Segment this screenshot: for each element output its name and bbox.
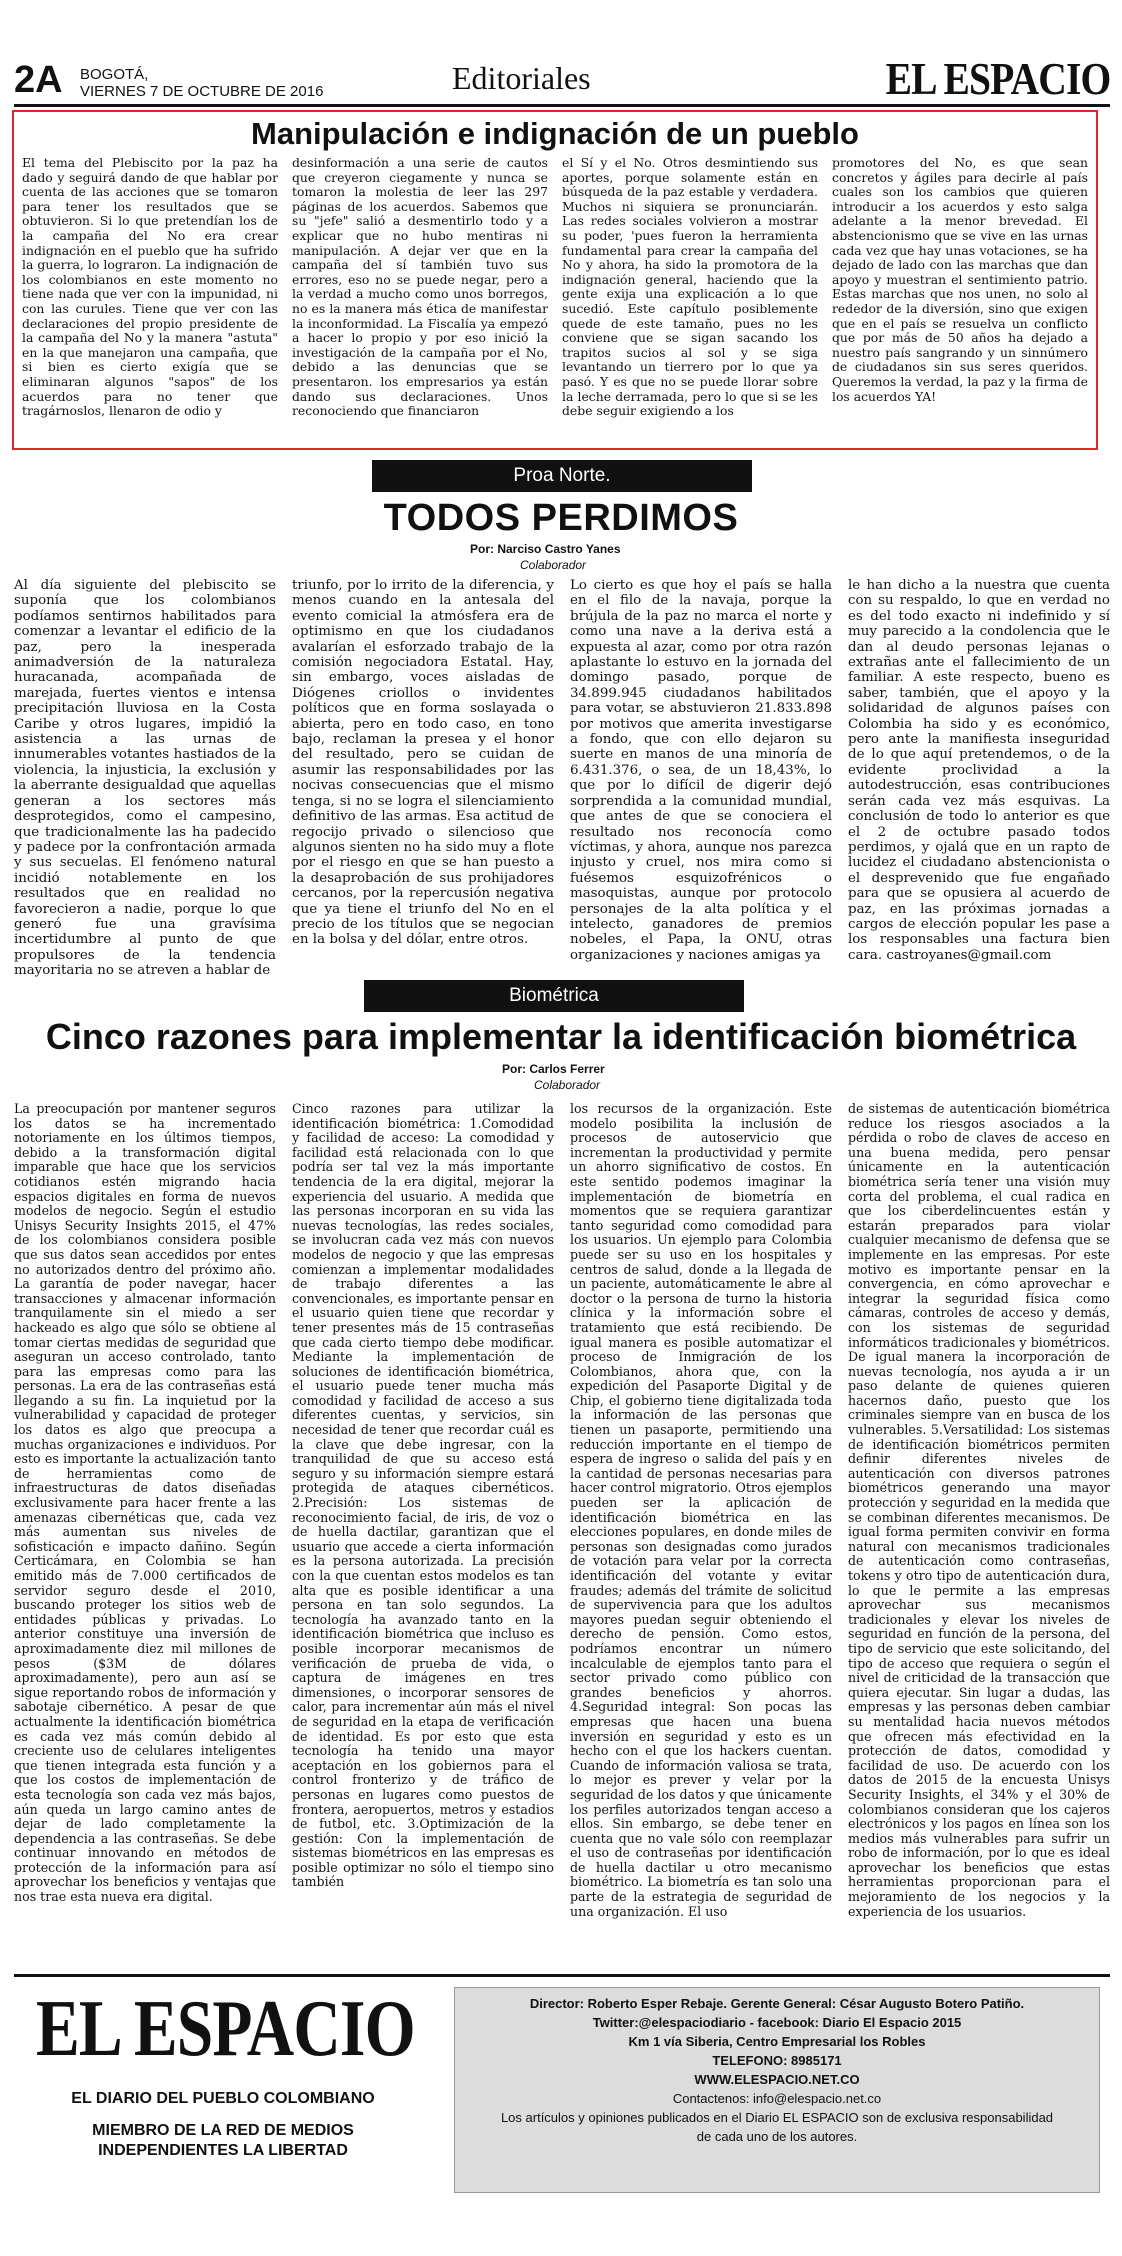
editorial-columns xyxy=(22,156,1088,442)
masthead-web[interactable]: WWW.ELESPACIO.NET.CO xyxy=(694,2072,860,2087)
page-footer xyxy=(14,1974,1110,2215)
section-banner-proa-norte: Proa Norte. xyxy=(372,460,752,492)
footer-logo: EL ESPACIO xyxy=(36,1985,415,2073)
editorial-box xyxy=(12,110,1098,450)
editorial-column: El tema del Plebiscito por la paz ha dado y seguirá dando de que hablar por cuenta de las acciones que se tomaron para tener los resultados que se obtuvieron. Si lo que pretendían los de la campaña del No era crear indignación en el pueblo que ha sufrido la guerra, lo lograron. La indignación de los colombianos en este momento no tiene nada que ver con la impunidad, ni con las curules. Tiene que ver con las declaraciones del propio presidente de la campaña del No y la manera "astuta" en la que manejaron una campaña, que si bien es cierto exigía que se eliminaran algunos "sapos" de los acuerdos para no tener que tragárnoslos, llenaron de odio y xyxy=(22,155,278,419)
article-byline: Por: Carlos Ferrer xyxy=(502,1062,605,1076)
editorial-column: promotores del No, es que sean concretos y ágiles para decirle al país cuales son los cambios que quieren introducir a los acuerdos y esto salga adelante a la menor brevedad. El abstencionismo que se vive en las urnas cada vez que hay unas votaciones, se ha dejado de lado con las marchas que dan apoyo y muestran el sentimiento patrio. Estas marchas que nos unen, no solo al rededor de la diversión, sino que exigen que en el país se resuelva un conflicto que por más de 50 años ha dejado a nuestro país sangrando y un sinnúmero de ciudadanos sin sus seres queridos. Queremos la verdad, la paz y la firma de los acuerdos YA! xyxy=(832,155,1088,404)
article-role: Colaborador xyxy=(534,1078,601,1092)
page-date xyxy=(80,66,323,100)
footer-tagline: EL DIARIO DEL PUEBLO COLOMBIANO xyxy=(71,2090,375,2107)
masthead-contact[interactable]: Contactenos: info@elespacio.net.co xyxy=(672,2091,882,2106)
article-column: los recursos de la organización. Este modelo posibilita la inclusión de procesos de autoservicio que incrementan la productividad y permite un ahorro significativo de costos. En este sentido podemos imaginar la implementación de biometría en momentos que se requiera garantizar tanto seguridad como comodidad para los usuarios. Un ejemplo para Colombia puede ser su uso en los hospitales y centros de salud, donde a la llegada de un paciente, automáticamente le abre al doctor o la persona de turno la historia clínica y la información sobre el tratamiento que está recibiendo. De igual manera es posible automatizar el proceso de Inmigración de los Colombianos, ahora que, con la expedición del Pasaporte Digital y de Chip, el gobierno tiene digitalizada toda la información de las personas que tienen un pasaporte, permitiendo una reducción importante en el tiempo de espera de ingreso o salida del país y en la cantidad de personas necesarias para hacer control migratorio. Otros ejemplos pueden ser la aplicación de identificación biométrica en las elecciones populares, en donde miles de personas son designadas como jurados de votación para velar por la correcta identificación del votante y evitar fraudes; además del trámite de solicitud de supervivencia para que los adultos mayores puedan seguir obteniendo el derecho de pensión. Como estos, podríamos encontrar un número incalculable de ejemplos tanto para el sector privado como público con grandes beneficios y ahorros. 4.Seguridad integral: Son pocas las empresas que hacen una buena inversión en seguridad y esto es un hecho con el que los hackers cuentan. Cuando de información valiosa se trata, lo mejor es prever y velar por la seguridad de los datos y que únicamente los perfiles autorizados tengan acceso a ellos. Sin embargo, se debe tener en cuenta que no vale sólo con reemplazar el uso de contraseñas por identificación de huella dactilar u otro mecanismo biométrico. La biometría es tan solo una parte de la estrategia de seguridad de una organización. El uso xyxy=(570,1101,832,1919)
page-city: BOGOTÁ, xyxy=(80,66,149,83)
article-column: Lo cierto es que hoy el país se halla en el filo de la navaja, porque la brújula de la paz no marca el norte y como una nave a la deriva está a expuesta al azar, como por otra razón aplastante lo estuvo en la jornada del domingo pasado, porque de 34.899.945 ciudadanos habilitados para votar, se abstuvieron 21.833.898 por motivos que amerita investigarse a fondo, que con ello dejaron su suerte en manos de una minoría de 6.431.376, o sea, de un 18,43%, lo que por lo difícil de digerir dejó sorprendida a la comunidad mundial, que antes de que se conociera el resultado nos reconocía como víctimas, y ahora, aunque nos parezca injusto y cruel, nos mira como si fuésemos esquizofrénicos o masoquistas, aunque por protocolo personajes de la alta política y el intelecto, ganadores de premios nobeles, el Papa, la ONU, otras organizaciones y naciones amigas ya xyxy=(570,578,832,963)
article-column: La preocupación por mantener seguros los datos se ha incrementado notoriamente en los últimos tiempos, debido a la transformación digital imparable que hace que los servicios cotidianos estén migrando hacia espacios digitales en forma de nuevos modelos de negocio. Según el estudio Unisys Security Insights 2015, el 47% de los colombianos considera posible que sus datos sean accedidos por entes no autorizados dentro del próximo año. La garantía de poder navegar, hacer transacciones y almacenar información tranquilamente sin el miedo a ser hackeado es algo que sólo se obtiene al tomar ciertas medidas de seguridad que aseguran un acceso controlado, tanto para las empresas como para las personas. La era de las contraseñas está llegando a su fin. La inquietud por la vulnerabilidad y capacidad de proteger los datos es algo que preocupa a muchas organizaciones e individuos. Por esto es importante la actualización tanto de herramientas como de infraestructuras de datos diseñadas exclusivamente para hacer frente a las amenazas cibernéticas que, cada vez más aumentan sus niveles de sofisticación e impacto dañino. Según Certicámara, en Colombia se han emitido más de 7.000 certificados de servidor seguro desde el 2010, buscando proteger los sitios web de entidades públicas y privadas. Lo anterior constituye una inversión de aproximadamente diez mil millones de pesos ($3M de dólares aproximadamente), pero aun así se sigue reportando robos de información y sabotaje cibernético. A pesar de que actualmente la identificación biométrica es cada vez más común debido al creciente uso de celulares inteligentes que tienen integrada esta función y a que los costos de implementación de esta tecnología son cada vez más bajos, aún queda un largo camino antes de dejar de lado completamente la dependencia a las contraseñas. Se debe continuar innovando en métodos de protección de la información para así aprovechar los beneficios y ventajas que nos trae esta nueva era digital. xyxy=(14,1101,276,1905)
article-title-biometrica: Cinco razones para implementar la identificación biométrica xyxy=(45,1016,1077,1057)
section-banner-biometrica: Biométrica xyxy=(364,980,744,1012)
article-column: Al día siguiente del plebiscito se suponía que los colombianos podíamos sentirnos habilitados para comenzar a levantar el edificio de la paz, pero la inesperada animadversión de la naturaleza huracanada, acompañada de marejada, fuertes vientos e intensa precipitación lluviosa en la Costa Caribe y otros lugares, impidió la asistencia a las urnas de innumerables votantes hastiados de la violencia, la injusticia, la exclusión y la aberrante desigualdad que aquellas generan a los sectores más desprotegidos, como el campesino, que tradicionalmente las ha padecido y padece por la confrontación armada y sus secuelas. El fenómeno natural incidió notablemente en los resultados que en realidad no favorecieron a nadie, porque lo que generó fue una gravísima incertidumbre al punto de que propulsores de la tendencia mayoritaria no se atreven a hablar de xyxy=(14,578,276,979)
footer-tagline: MIEMBRO DE LA RED DE MEDIOS xyxy=(92,2122,354,2139)
page-header xyxy=(14,54,1110,108)
section-title: Editoriales xyxy=(452,60,591,96)
article-columns xyxy=(14,1102,1110,1950)
article-column: Cinco razones para utilizar la identificación biométrica: 1.Comodidad y facilidad de acceso: La comodidad y facilidad está relacionada con lo que podría ser tal vez la más importante tendencia de la era digital, mejorar la experiencia del usuario. A medida que las personas incorporan en su vida las nuevas tecnologías, las redes sociales, se involucran cada vez más con nuevos modelos de negocio y que las empresas comienzan a implementar modalidades de trabajo diferentes a las convencionales, es importante pensar en el usuario quien tiene que recordar y tener presentes más de 15 contraseñas que cada cierto tiempo debe modificar. Mediante la implementación de soluciones de identificación biométrica, el usuario puede tener mucha más comodidad y facilidad de acceso a sus diferentes cuentas, y servicios, sin necesidad de tener que recordar cuál es la clave que debe ingresar, con la tranquilidad de que su acceso está seguro y su información siempre estará protegida de ataques cibernéticos. 2.Precisión: Los sistemas de reconocimiento facial, de iris, de voz o de huella dactilar, garantizan que el usuario que accede a cierta información es la persona autorizada. La precisión con la que cuentan estos modelos es tan alta que es posible identificar a una persona en tan solo segundos. La tecnología ha avanzado tanto en la identificación biométrica que incluso es posible incorporar mecanismos de verificación de prueba de vida, o captura de imágenes en tres dimensiones, o incorporar sensores de calor, para incrementar aún más el nivel de seguridad en la etapa de verificación de identidad. Es por esto que esta tecnología ha tenido una mayor aceptación en los gobiernos para el control fronterizo y de tráfico de personas en lugares como puestos de frontera, aeropuertos, metros y estadios de futbol, etc. 3.Optimización de la gestión: Con la implementación de sistemas biométricos en las empresas es posible optimizar no sólo el tiempo sino también xyxy=(292,1101,554,1890)
footer-tagline: INDEPENDIENTES LA LIBERTAD xyxy=(98,2142,348,2159)
masthead-social: Twitter:@elespaciodiario - facebook: Diario El Espacio 2015 xyxy=(592,2015,962,2030)
header-rule xyxy=(14,104,1110,107)
masthead-director: Director: Roberto Esper Rebaje. Gerente General: César Augusto Botero Patiño. xyxy=(529,1996,1025,2011)
masthead-box xyxy=(454,1987,1100,2193)
masthead-disclaimer: de cada uno de los autores. xyxy=(696,2129,858,2144)
article-column: triunfo, por lo irrito de la diferencia, y menos cuando en la antesala del evento comicial la atmósfera era de optimismo en que los ciudadanos avalarían el esforzado trabajo de la comisión negociadora Estatal. Hay, sin embargo, voces aisladas de Diógenes criollos o invidentes políticos que en forma soslayada o abierta, pero en todo caso, en tono bajo, reclaman la presea y el honor del resultado, pero se cuidan de asumir las responsabilidades por las nocivas consecuencias que el mismo tenga, si no se logra el silenciamiento definitivo de las armas. Esa actitud de regocijo privado o silencioso que algunos sienten no ha sido muy a flote por el riesgo en que se han puesto a la desaprobación de sus prohijadores cercanos, por la repercusión negativa que ya tiene el triunfo del No en el precio de los títulos que se negocian en la bolsa y del dólar, entre otros. xyxy=(292,578,554,948)
article-column: de sistemas de autenticación biométrica reduce los riesgos asociados a la pérdida o robo de claves de acceso en una buena medida, pero pensar únicamente en la autenticación biométrica sería tener una visión muy corta del problema, el cual radica en que los ciberdelincuentes están y estarán preparados para violar cualquier mecanismo de defensa que se implemente en las empresas. Por este motivo es importante pensar en la convergencia, en cómo aprovechar e integrar la seguridad física como cámaras, controles de acceso y demás, con los sistemas de seguridad informáticos tradicionales y biométricos. De igual manera la incorporación de nuevas tecnología, nos ayuda a ir un paso delante de quienes quieren hacernos daño, puesto que los criminales siempre van en busca de los vulnerables. 5.Versatilidad: Los sistemas de identificación biométricos permiten definir diferentes niveles de autenticación con diversos patrones biométricos generando una mayor protección y seguridad en la medida que se combinan diferentes mecanismos. De igual forma permiten convivir en forma natural con mecanismos tradicionales de autenticación como contraseñas, tokens y otro tipo de autenticación dura, lo que le permite a las empresas aprovechar sus mecanismos tradicionales y elevar los niveles de seguridad en función de la persona, del tipo de servicio que este solicitando, del tipo de acceso que requiera o según el nivel de criticidad de la transacción que quiera ejecutar. Sin lugar a dudas, las empresas y las personas deben cambiar su mentalidad hacia nuevos métodos que ofrecen más efectividad en la protección de datos, comodidad y facilidad de uso. De acuerdo con los datos de 2015 de la encuesta Unisys Security Insights, el 34% y el 30% de colombianos consideran que los cajeros electrónicos y los pagos en línea son los medios más vulnerables para sufrir un robo de información, por lo que es ideal aprovechar los beneficios que estas herramientas proporcionan para el mejoramiento de los negocios y la experiencia de los usuarios. xyxy=(848,1101,1110,1919)
masthead-phone: TELEFONO: 8985171 xyxy=(712,2053,842,2068)
editorial-column: desinformación a una serie de cautos que creyeron ciegamente y nunca se tomaron la molestia de leer las 297 páginas de los acuerdos. Sabemos que su "jefe" salió a desmentirlo todo y a explicar que no hubo mentiras ni manipulación. A dejar ver que en la campaña del sí también tuvo sus errores, eso no se puede negar, pero a la verdad a mucho como unos borregos, no es la manera más ética de manifestar la inconformidad. La Fiscalía ya empezó a hacer lo propio y por eso inició la investigación de la campaña por el No, debido a las denuncias que se presentaron. los empresarios ya están dando sus declaraciones. Unos reconociendo que financiaron xyxy=(292,155,548,419)
article-title-todos-perdimos: TODOS PERDIMOS xyxy=(383,497,739,539)
article-byline: Por: Narciso Castro Yanes xyxy=(470,542,621,556)
article-column: le han dicho a la nuestra que cuenta con su respaldo, lo que en verdad no es del todo exacto ni indefinido y sí muy parecido a la condolencia que le dan al deudo personas lejanas o extrañas ante el fallecimiento de un familiar. A este respecto, bueno es saber, también, que el apoyo y la solidaridad de algunos países con Colombia ha sido y es económico, pero ante la manifiesta inseguridad de lo que aquí pretendemos, o de la evidente proclividad a la autodestrucción, esas contribuciones serán cada vez más esquivas. La conclusión de todo lo anterior es que el 2 de octubre pasado todos perdimos, y ojalá que en un rapto de lucidez el ciudadano abstencionista o el desprevenido que fue engañado para que se opusiera al acuerdo de paz, en las próximas jornadas a cargos de elección popular les pase a los responsables una factura bien cara. castroyanes@gmail.com xyxy=(848,578,1110,963)
page-number: 2A xyxy=(14,59,63,101)
article-role: Colaborador xyxy=(520,558,587,572)
editorial-column: el Sí y el No. Otros desmintiendo sus aportes, porque solamente están en búsqueda de la paz estable y verdadera. Muchos ni siquiera se pronunciarán. Las redes sociales volvieron a mostrar su poder, 'pues fueron la herramienta fundamental para crear la campaña del No y ahora, ha sido la promotora de la indignación general, haciendo que la gente exija una explicación a lo que sucedió. Este capítulo posiblemente quede de este tamaño, pues no les conviene que se sigan sacando los trapitos sucios al sol y se siga levantando un tierrero por lo que ya pasó. Y es que no se puede llorar sobre la leche derramada, pero lo que si se les debe seguir exigiendo a los xyxy=(562,155,818,419)
editorial-title: Manipulación e indignación de un pueblo xyxy=(251,116,859,151)
page-date-text: VIERNES 7 DE OCTUBRE DE 2016 xyxy=(80,83,324,100)
newspaper-logo: EL ESPACIO xyxy=(885,53,1110,104)
article-columns xyxy=(14,578,1110,979)
masthead-disclaimer: Los artículos y opiniones publicados en el Diario EL ESPACIO son de exclusiva responsabilidad xyxy=(500,2110,1054,2125)
masthead-address: Km 1 vía Siberia, Centro Empresarial los Robles xyxy=(628,2034,926,2049)
